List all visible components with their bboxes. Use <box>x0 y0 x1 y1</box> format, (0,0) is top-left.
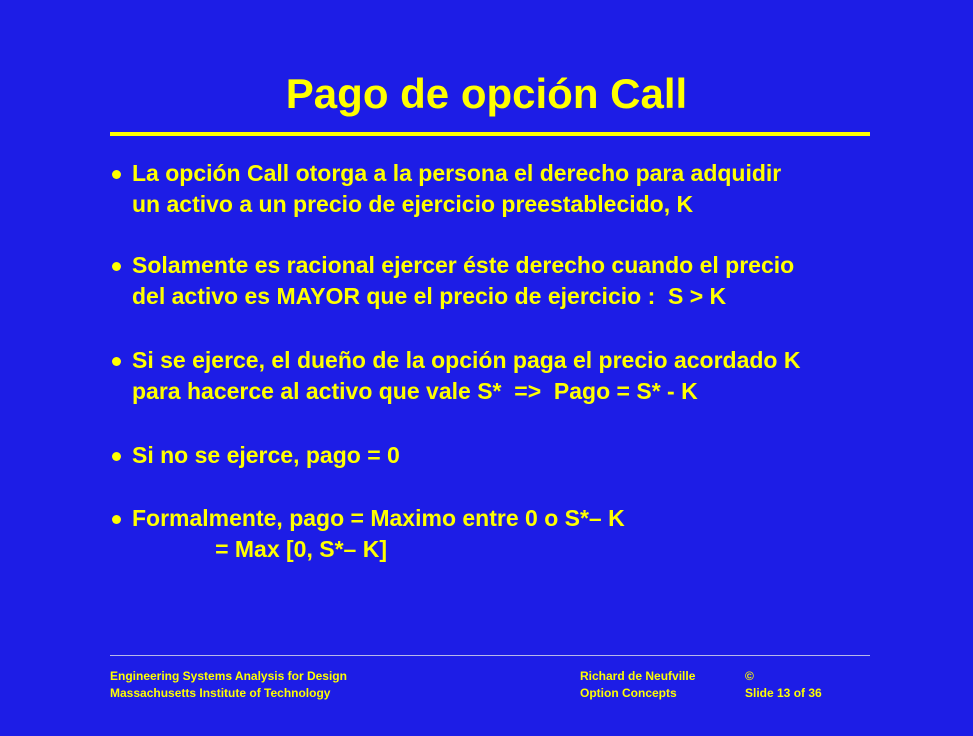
bullet-item <box>112 250 912 312</box>
bullet-dot-icon <box>112 170 121 179</box>
footer-course: Engineering Systems Analysis for Design <box>110 669 347 683</box>
bullet-line: = Max [0, S*– K] <box>132 536 387 562</box>
title-divider <box>110 132 870 136</box>
bullet-dot-icon <box>112 452 121 461</box>
footer-divider <box>110 655 870 656</box>
copyright-symbol: © <box>745 669 754 683</box>
footer-slide-block <box>745 668 822 702</box>
bullet-line: Si se ejerce, el dueño de la opción paga el precio acordado K <box>132 347 801 373</box>
bullet-line: para hacerce al activo que vale S* => Pago = S* - K <box>132 378 698 404</box>
bullet-line: Si no se ejerce, pago = 0 <box>132 442 400 468</box>
footer-topic: Option Concepts <box>580 686 677 700</box>
slide-title: Pago de opción Call <box>285 70 688 117</box>
bullet-item <box>112 440 912 471</box>
footer-author: Richard de Neufville <box>580 669 696 683</box>
bullet-item <box>112 503 912 565</box>
bullet-line: Solamente es racional ejercer éste derecho cuando el precio <box>132 252 795 278</box>
bullet-line: Formalmente, pago = Maximo entre 0 o S*– K <box>132 505 625 531</box>
bullet-line: La opción Call otorga a la persona el derecho para adquidir <box>132 160 782 186</box>
bullet-item <box>112 158 912 220</box>
bullet-item <box>112 345 912 407</box>
bullet-dot-icon <box>112 262 121 271</box>
bullet-line: un activo a un precio de ejercicio preestablecido, K <box>132 191 694 217</box>
slide-number: Slide 13 of 36 <box>745 686 822 700</box>
footer-left <box>110 668 347 702</box>
bullet-line: del activo es MAYOR que el precio de ejercicio : S > K <box>132 283 727 309</box>
bullet-dot-icon <box>112 515 121 524</box>
footer-author-block <box>580 668 695 702</box>
bullet-dot-icon <box>112 357 121 366</box>
footer-institution: Massachusetts Institute of Technology <box>110 686 331 700</box>
